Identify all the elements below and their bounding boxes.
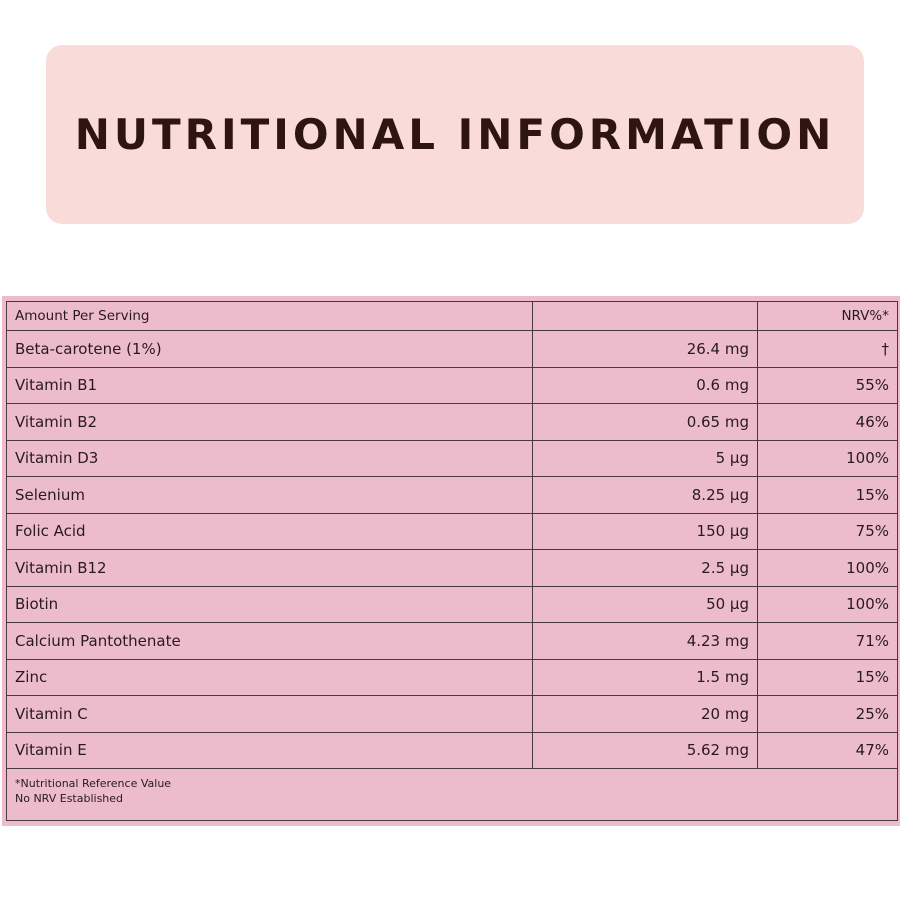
nutrient-name: Zinc [7,659,533,696]
nutrient-amount: 0.65 mg [533,404,758,441]
table-row [7,331,898,368]
nutrient-nrv: † [758,331,898,368]
table-row [7,586,898,623]
footnote-row [7,769,898,821]
nutrient-name: Selenium [7,477,533,514]
nutrient-nrv: 75% [758,513,898,550]
nutrient-name: Vitamin C [7,696,533,733]
header-amount [533,302,758,331]
nutrient-nrv: 15% [758,659,898,696]
nutrient-amount: 2.5 µg [533,550,758,587]
table-row [7,404,898,441]
nutrient-nrv: 47% [758,732,898,769]
nutrient-name: Folic Acid [7,513,533,550]
header-nrv: NRV%* [758,302,898,331]
nutrient-nrv: 25% [758,696,898,733]
page-title: NUTRITIONAL INFORMATION [74,110,836,159]
table-row [7,477,898,514]
table-row [7,550,898,587]
nutrient-nrv: 55% [758,367,898,404]
nutrient-nrv: 100% [758,586,898,623]
nutrient-name: Vitamin D3 [7,440,533,477]
nutrition-panel [2,296,900,826]
nutrient-amount: 150 µg [533,513,758,550]
table-row [7,732,898,769]
nutrient-nrv: 100% [758,440,898,477]
table-row [7,513,898,550]
table-row [7,367,898,404]
nutrient-name: Vitamin E [7,732,533,769]
nutrient-amount: 0.6 mg [533,367,758,404]
table-row [7,696,898,733]
title-banner [46,45,864,224]
table-row [7,440,898,477]
header-amount-per-serving: Amount Per Serving [7,302,533,331]
table-header-row [7,302,898,331]
footnote-text: No NRV Established [15,792,124,805]
nutrient-name: Vitamin B1 [7,367,533,404]
nutrient-nrv: 46% [758,404,898,441]
nutrient-name: Vitamin B12 [7,550,533,587]
nutrient-amount: 5 µg [533,440,758,477]
nutrient-nrv: 100% [758,550,898,587]
nutrient-nrv: 15% [758,477,898,514]
table-row [7,623,898,660]
nutrient-name: Biotin [7,586,533,623]
nutrient-name: Calcium Pantothenate [7,623,533,660]
nutrient-amount: 20 mg [533,696,758,733]
nutrient-nrv: 71% [758,623,898,660]
nutrient-amount: 4.23 mg [533,623,758,660]
nutrient-name: Vitamin B2 [7,404,533,441]
footnote-text: *Nutritional Reference Value [15,777,172,790]
nutrient-name: Beta-carotene (1%) [7,331,533,368]
nutrient-amount: 8.25 µg [533,477,758,514]
nutrient-amount: 1.5 mg [533,659,758,696]
nutrition-table [6,301,898,821]
table-row [7,659,898,696]
nutrient-amount: 5.62 mg [533,732,758,769]
footnote-cell [7,769,898,821]
nutrient-amount: 26.4 mg [533,331,758,368]
nutrient-amount: 50 µg [533,586,758,623]
